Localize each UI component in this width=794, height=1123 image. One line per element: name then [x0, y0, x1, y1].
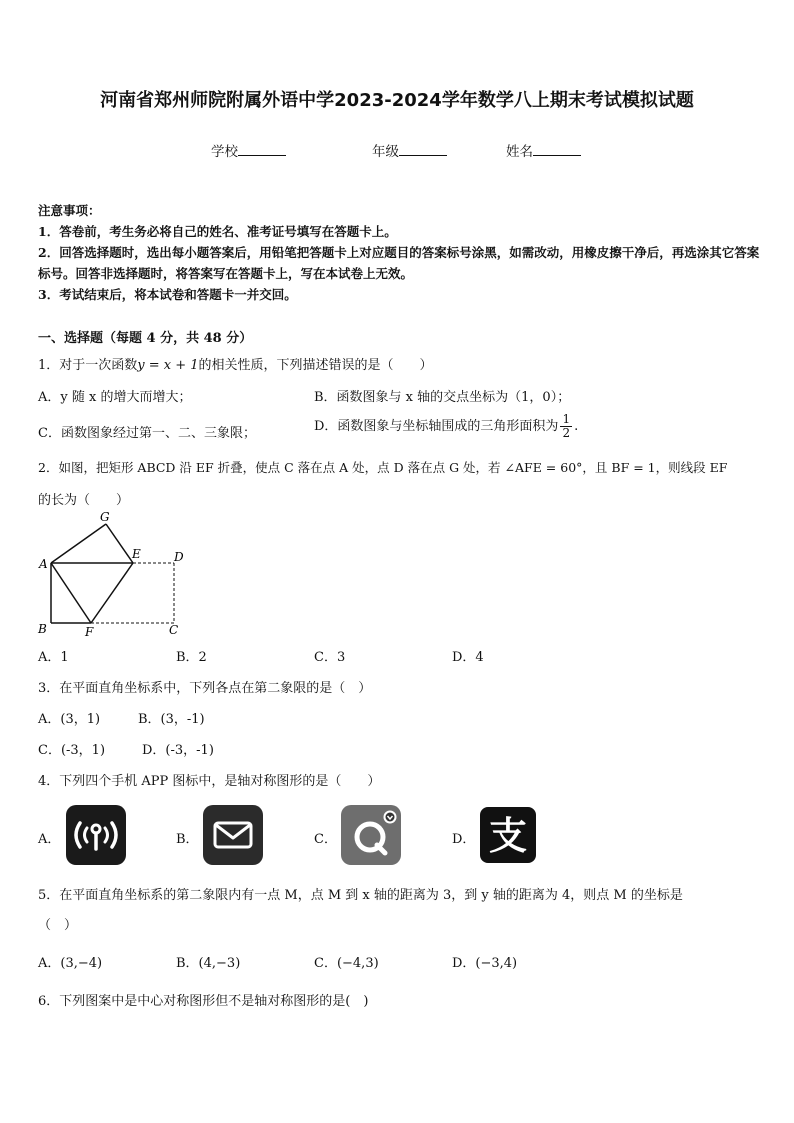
- q1-option-a: A．y 随 x 的增大而增大；: [38, 390, 192, 405]
- question-2-stem-2: 的长为（ ）: [38, 493, 130, 508]
- note-item-1: 1．答卷前，考生务必将自己的姓名、准考证号填写在答题卡上。: [38, 224, 397, 239]
- zhi-char: 支: [488, 814, 528, 858]
- mail-icon: [203, 805, 263, 865]
- name-blank: [533, 141, 581, 156]
- q1-option-d-text: D．函数图象与坐标轴围成的三角形面积为: [314, 419, 559, 434]
- zhi-pay-icon: [478, 805, 538, 865]
- q3-option-b: B．(3，-1): [138, 712, 205, 727]
- q1-option-d-end: .: [574, 419, 579, 434]
- q5-option-d: D．(−3,4): [452, 956, 518, 971]
- q1-fraction: [560, 413, 572, 440]
- q1-stem-a: 1．对于一次函数: [38, 358, 138, 373]
- rectangle-fold-figure: [34, 508, 194, 640]
- grade-blank: [399, 141, 447, 156]
- point-label-a: A: [39, 557, 48, 571]
- q1-stem-b: 的相关性质，下列描述错误的是（ ）: [198, 358, 433, 373]
- note-item-3: 3．考试结束后，将本试卷和答题卡一并交回。: [38, 287, 297, 302]
- school-field: [211, 140, 286, 160]
- question-4-stem: 4．下列四个手机 APP 图标中，是轴对称图形的是（ ）: [38, 774, 381, 789]
- fraction-numerator: 1: [562, 412, 571, 426]
- q3-option-a: A．(3，1): [38, 712, 101, 727]
- wifi-signal-icon: [66, 805, 126, 865]
- name-label: 姓名: [506, 144, 533, 160]
- segment-ag: [51, 524, 106, 563]
- point-label-b: B: [38, 622, 47, 636]
- question-6-stem: 6．下列图案中是中心对称图形但不是轴对称图形的是( ): [38, 994, 369, 1009]
- q1-function: y = x + 1: [137, 358, 199, 373]
- point-label-f: F: [85, 625, 94, 639]
- school-label: 学校: [211, 144, 238, 160]
- point-label-d: D: [174, 550, 184, 564]
- q4-option-a: A．: [38, 832, 61, 847]
- q5-option-c: C．(−4,3): [314, 956, 379, 971]
- name-field: [506, 140, 581, 160]
- point-label-c: C: [169, 623, 179, 637]
- q4-option-d: D．: [452, 832, 476, 847]
- question-5-stem-1: 5．在平面直角坐标系的第二象限内有一点 M，点 M 到 x 轴的距离为 3，到 y 轴的距离为 4，则点 M 的坐标是: [38, 888, 683, 903]
- q2-option-c: C．3: [314, 650, 346, 665]
- q3-option-c: C．(-3，1): [38, 743, 106, 758]
- question-1-stem: [38, 354, 433, 373]
- q4-option-c: C．: [314, 832, 337, 847]
- segment-af: [51, 563, 91, 623]
- school-blank: [238, 141, 286, 156]
- fraction-denominator: 2: [562, 426, 571, 440]
- section-heading: 一、选择题（每题 4 分，共 48 分）: [38, 331, 253, 346]
- q2-option-a: A．1: [38, 650, 69, 665]
- q5-option-b: B．(4,−3): [176, 956, 241, 971]
- page-title: 河南省郑州师院附属外语中学2023-2024学年数学八上期末考试模拟试题: [100, 90, 694, 111]
- question-5-stem-2: （ ）: [38, 918, 78, 933]
- q1-option-d: [314, 413, 578, 440]
- q4-option-b: B．: [176, 832, 199, 847]
- point-label-g: G: [100, 510, 110, 524]
- question-3-stem: 3．在平面直角坐标系中，下列各点在第二象限的是（ ）: [38, 681, 372, 696]
- note-item-2: 2．回答选择题时，选出每小题答案后，用铅笔把答题卡上对应题目的答案标号涂黑，如需改动，用橡皮擦干净后，再选涂其它答案标号。回答非选择题时，将答案写在答题卡上，写在本试卷上无效。: [38, 245, 760, 281]
- q5-option-a: A．(3,−4): [38, 956, 103, 971]
- segment-ge: [106, 524, 133, 563]
- segment-fe: [91, 563, 133, 623]
- q2-option-b: B．2: [176, 650, 207, 665]
- q1-option-b: B．函数图象与 x 轴的交点坐标为（1，0）；: [314, 390, 571, 405]
- point-label-e: E: [132, 547, 141, 561]
- notes-heading: 注意事项：: [38, 203, 101, 218]
- notes-block: [38, 200, 760, 305]
- question-2-stem-1: 2．如图，把矩形 ABCD 沿 EF 折叠，使点 C 落在点 A 处，点 D 落在点 G 处，若 ∠AFE = 60°，且 BF = 1，则线段 EF: [38, 460, 728, 475]
- grade-label: 年级: [372, 144, 399, 160]
- q1-option-c: C．函数图象经过第一、二、三象限；: [38, 426, 256, 441]
- q-search-icon: [341, 805, 401, 865]
- q2-option-d: D．4: [452, 650, 484, 665]
- grade-field: [372, 140, 447, 160]
- q3-option-d: D．(-3，-1): [142, 743, 214, 758]
